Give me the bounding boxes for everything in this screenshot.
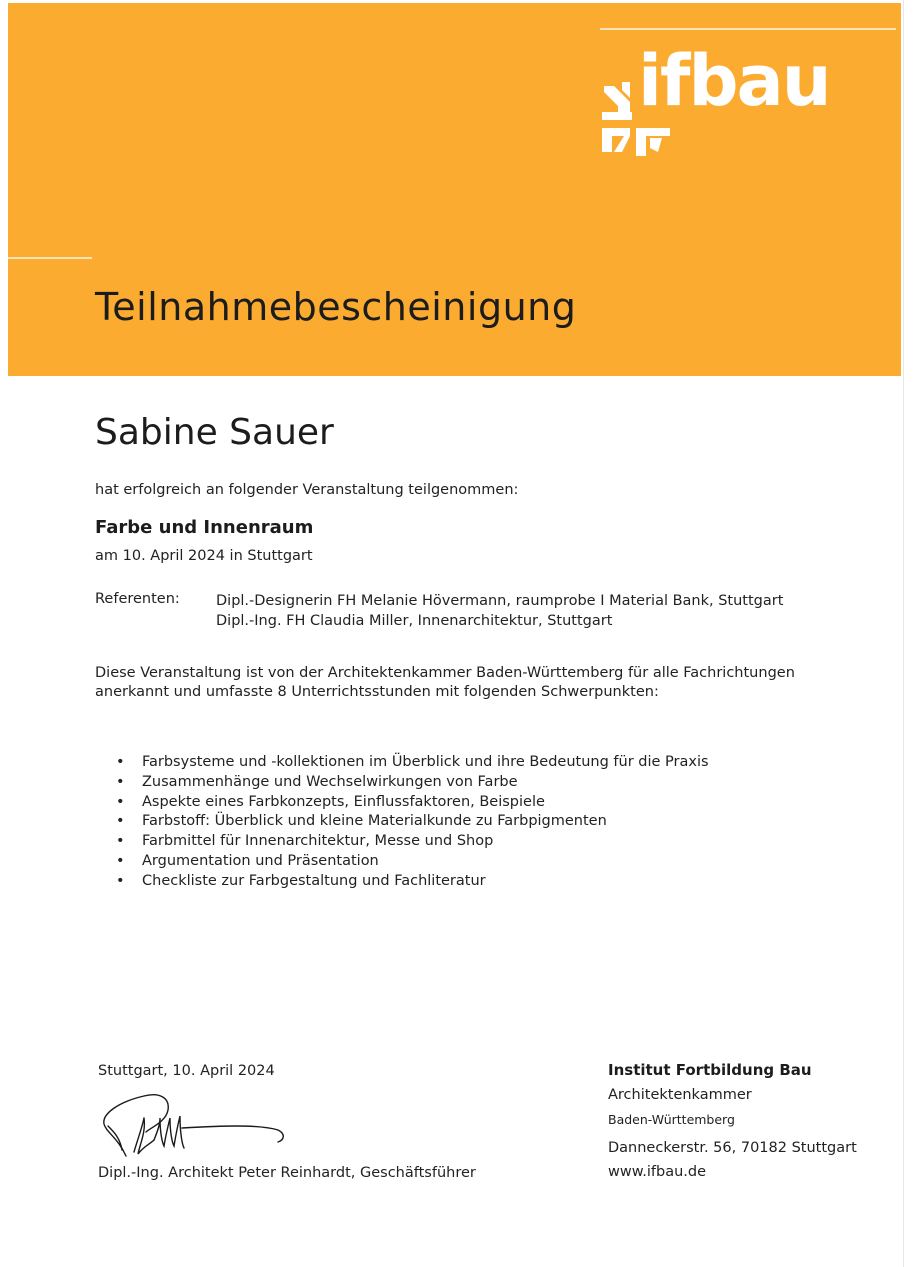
topics-list [110,753,709,892]
topic-item: • Zusammenhänge und Wechselwirkungen von Farbe [110,773,709,793]
topic-item: • Farbmittel für Innenarchitektur, Messe und Shop [110,832,709,852]
topic-item: • Farbsysteme und -kollektionen im Überblick und ihre Bedeutung für die Praxis [110,753,709,773]
speakers-label: Referenten: [95,591,180,607]
document-title: Teilnahmebescheinigung [95,285,577,329]
participation-statement: hat erfolgreich an folgender Veranstaltung teilgenommen: [95,482,519,498]
bullet-icon: • [116,813,125,830]
ifbau-logo [600,40,830,160]
recognition-line: anerkannt und umfasste 8 Unterrichtsstunden mit folgenden Schwerpunkten: [95,684,659,700]
course-date-location: am 10. April 2024 in Stuttgart [95,548,313,564]
recipient-name: Sabine Sauer [95,412,334,453]
place-date: Stuttgart, 10. April 2024 [98,1063,275,1079]
recognition-line: Diese Veranstaltung ist von der Architektenkammer Baden-Württemberg für alle Fachrichtungen [95,665,795,681]
topic-item: • Aspekte eines Farbkonzepts, Einflussfaktoren, Beispiele [110,793,709,813]
bullet-icon: • [116,754,125,770]
bullet-icon: • [116,833,125,850]
organization-address: Danneckerstr. 56, 70182 Stuttgart [608,1140,857,1156]
page-edge [903,0,904,1267]
logo-text: ifbau [638,40,830,122]
recognition-text [95,664,855,702]
speakers-list [216,591,783,631]
topic-item: • Argumentation und Präsentation [110,852,709,872]
header-rule-left [8,257,92,259]
header-rule-top [600,28,896,30]
topic-item: • Checkliste zur Farbgestaltung und Fachliteratur [110,872,709,892]
speaker-item: Dipl.-Designerin FH Melanie Hövermann, raumprobe I Material Bank, Stuttgart [216,593,784,609]
organization-line: Architektenkammer [608,1087,752,1103]
topic-item: • Farbstoff: Überblick und kleine Materialkunde zu Farbpigmenten [110,812,709,832]
bullet-icon: • [116,852,125,869]
organization-region: Baden-Württemberg [608,1112,735,1127]
organization-name: Institut Fortbildung Bau [608,1061,812,1079]
bullet-icon: • [116,793,125,810]
signer-name: Dipl.-Ing. Architekt Peter Reinhardt, Geschäftsführer [98,1165,476,1181]
organization-website[interactable]: www.ifbau.de [608,1164,707,1180]
speaker-item: Dipl.-Ing. FH Claudia Miller, Innenarchitektur, Stuttgart [216,613,613,629]
course-title: Farbe und Innenraum [95,517,314,538]
bullet-icon: • [116,872,125,889]
bullet-icon: • [116,773,125,790]
signature-icon [98,1088,298,1158]
